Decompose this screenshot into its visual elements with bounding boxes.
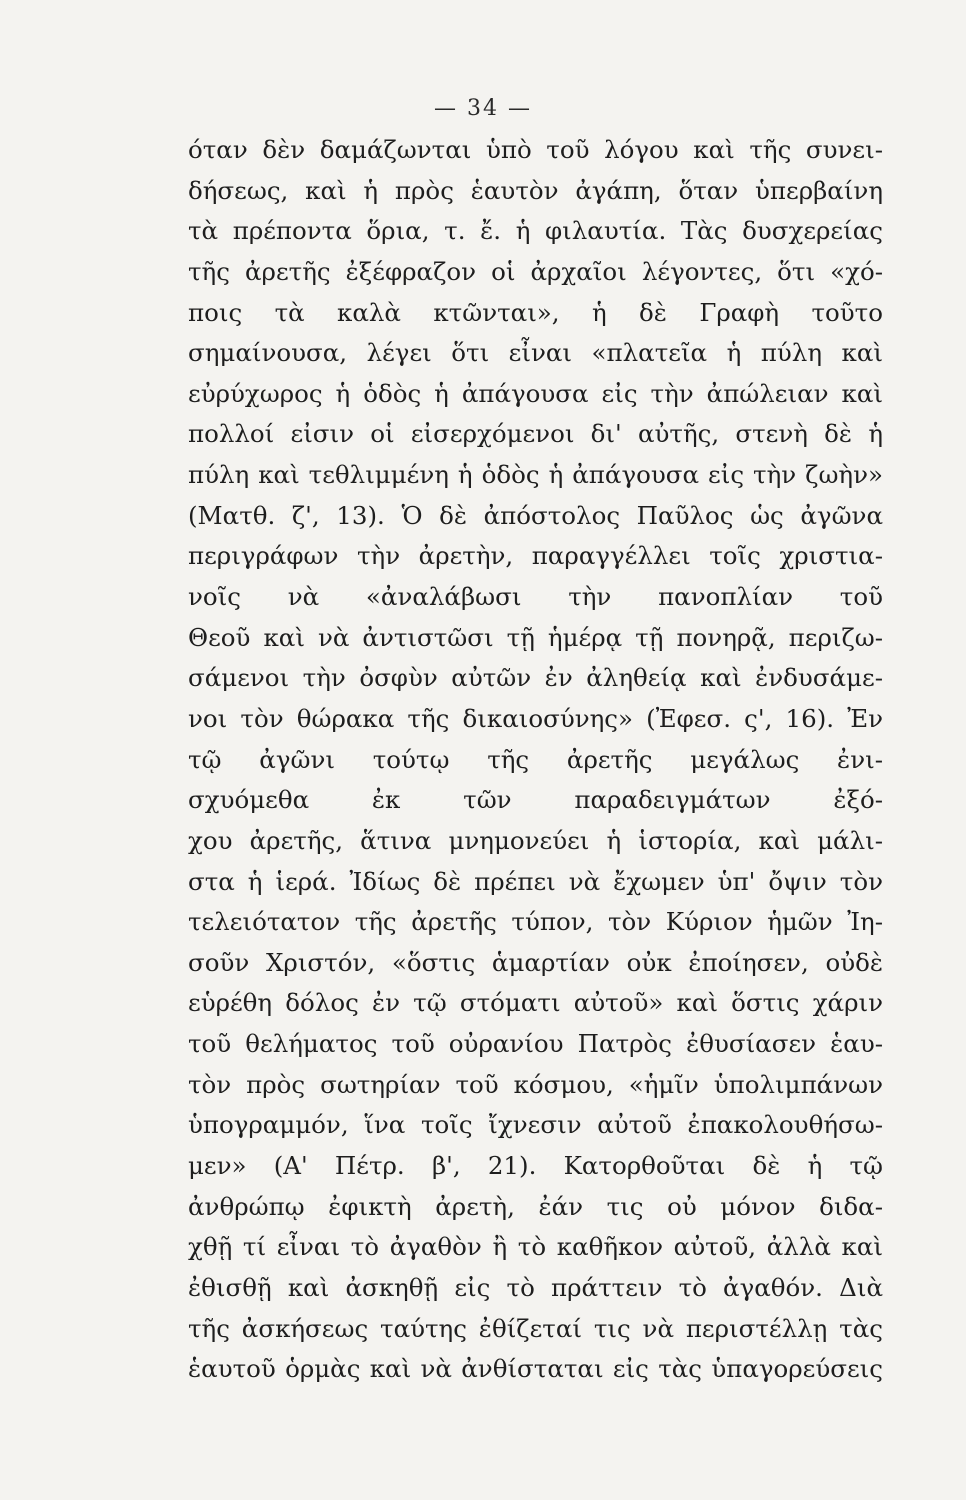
text-line: τὰ πρέποντα ὅρια, τ. ἔ. ἡ φιλαυτία. Τὰς δυσχερείας xyxy=(188,216,883,246)
text-line: εὑρέθη δόλος ἐν τῷ στόματι αὐτοῦ» καὶ ὅστις χάριν xyxy=(188,988,883,1018)
text-line: χθῇ τί εἶναι τὸ ἀγαθὸν ἢ τὸ καθῆκον αὐτοῦ, ἀλλὰ καὶ xyxy=(188,1232,883,1262)
text-line: μεν» (Α' Πέτρ. β', 21). Κατορθοῦται δὲ ἡ τῷ xyxy=(188,1151,883,1181)
text-line: εὐρύχωρος ἡ ὁδὸς ἡ ἀπάγουσα εἰς τὴν ἀπώλειαν καὶ xyxy=(188,378,883,408)
text-line: ἐθισθῇ καὶ ἀσκηθῇ εἰς τὸ πράττειν τὸ ἀγαθόν. Διὰ xyxy=(188,1272,883,1302)
text-line: τοῦ θελήματος τοῦ οὐρανίου Πατρὸς ἐθυσίασεν ἑαυ- xyxy=(188,1029,883,1059)
text-line: περιγράφων τὴν ἀρετὴν, παραγγέλλει τοῖς χριστια- xyxy=(188,541,883,571)
text-line: τελειότατον τῆς ἀρετῆς τύπον, τὸν Κύριον ἡμῶν Ἰη- xyxy=(188,907,883,937)
text-line: πύλη καὶ τεθλιμμένη ἡ ὁδὸς ἡ ἀπάγουσα εἰς τὴν ζωὴν» xyxy=(188,460,883,490)
text-line: τῆς ἀσκήσεως ταύτης ἐθίζεταί τις νὰ περιστέλλῃ τὰς xyxy=(188,1313,883,1343)
text-line: νοῖς νὰ «ἀναλάβωσι τὴν πανοπλίαν τοῦ xyxy=(188,582,883,612)
text-line: (Ματθ. ζ', 13). Ὁ δὲ ἀπόστολος Παῦλος ὡς ἀγῶνα xyxy=(188,500,883,530)
text-line: ὑπογραμμόν, ἵνα τοῖς ἴχνεσιν αὐτοῦ ἐπακολουθήσω- xyxy=(188,1110,883,1140)
text-line: σάμενοι τὴν ὀσφὺν αὐτῶν ἐν ἀληθείᾳ καὶ ἐνδυσάμε- xyxy=(188,663,883,693)
text-line: σοῦν Χριστόν, «ὅστις ἁμαρτίαν οὐκ ἐποίησεν, οὐδὲ xyxy=(188,947,883,977)
text-line: τῷ ἀγῶνι τούτῳ τῆς ἀρετῆς μεγάλως ἐνι- xyxy=(188,744,883,774)
text-line: τὸν πρὸς σωτηρίαν τοῦ κόσμου, «ἡμῖν ὑπολιμπάνων xyxy=(188,1069,883,1099)
text-line: σχυόμεθα ἐκ τῶν παραδειγμάτων ἐξό- xyxy=(188,785,883,815)
text-line: χου ἀρετῆς, ἅτινα μνημονεύει ἡ ἱστορία, καὶ μάλι- xyxy=(188,825,883,855)
text-line: ποις τὰ καλὰ κτῶνται», ἡ δὲ Γραφὴ τοῦτο xyxy=(188,297,883,327)
page-number: — 34 — xyxy=(434,96,532,121)
text-line: ἑαυτοῦ ὁρμὰς καὶ νὰ ἀνθίσταται εἰς τὰς ὑπαγορεύσεις xyxy=(188,1354,883,1384)
text-line: στα ἡ ἱερά. Ἰδίως δὲ πρέπει νὰ ἔχωμεν ὑπ' ὄψιν τὸν xyxy=(188,866,883,896)
text-line: όταν δὲν δαμάζωνται ὑπὸ τοῦ λόγου καὶ τῆς συνει- xyxy=(188,135,883,164)
text-line: πολλοί εἰσιν οἱ εἰσερχόμενοι δι' αὐτῆς, στενὴ δὲ ἡ xyxy=(188,419,883,449)
text-line: δήσεως, καὶ ἡ πρὸς ἑαυτὸν ἀγάπη, ὅταν ὑπερβαίνη xyxy=(188,175,883,205)
text-line: σημαίνουσα, λέγει ὅτι εἶναι «πλατεῖα ἡ πύλη καὶ xyxy=(188,338,883,368)
text-line: ἀνθρώπῳ ἐφικτὴ ἀρετὴ, ἐάν τις οὐ μόνον διδα- xyxy=(188,1191,883,1221)
body-text xyxy=(188,130,883,1390)
text-line: νοι τὸν θώρακα τῆς δικαιοσύνης» (Ἐφεσ. ς', 16). Ἐν xyxy=(188,703,883,733)
text-line: Θεοῦ καὶ νὰ ἀντιστῶσι τῇ ἡμέρᾳ τῇ πονηρᾷ, περιζω- xyxy=(188,622,883,652)
text-line: τῆς ἀρετῆς ἐξέφραζον οἱ ἀρχαῖοι λέγοντες, ὅτι «χό- xyxy=(188,256,883,286)
